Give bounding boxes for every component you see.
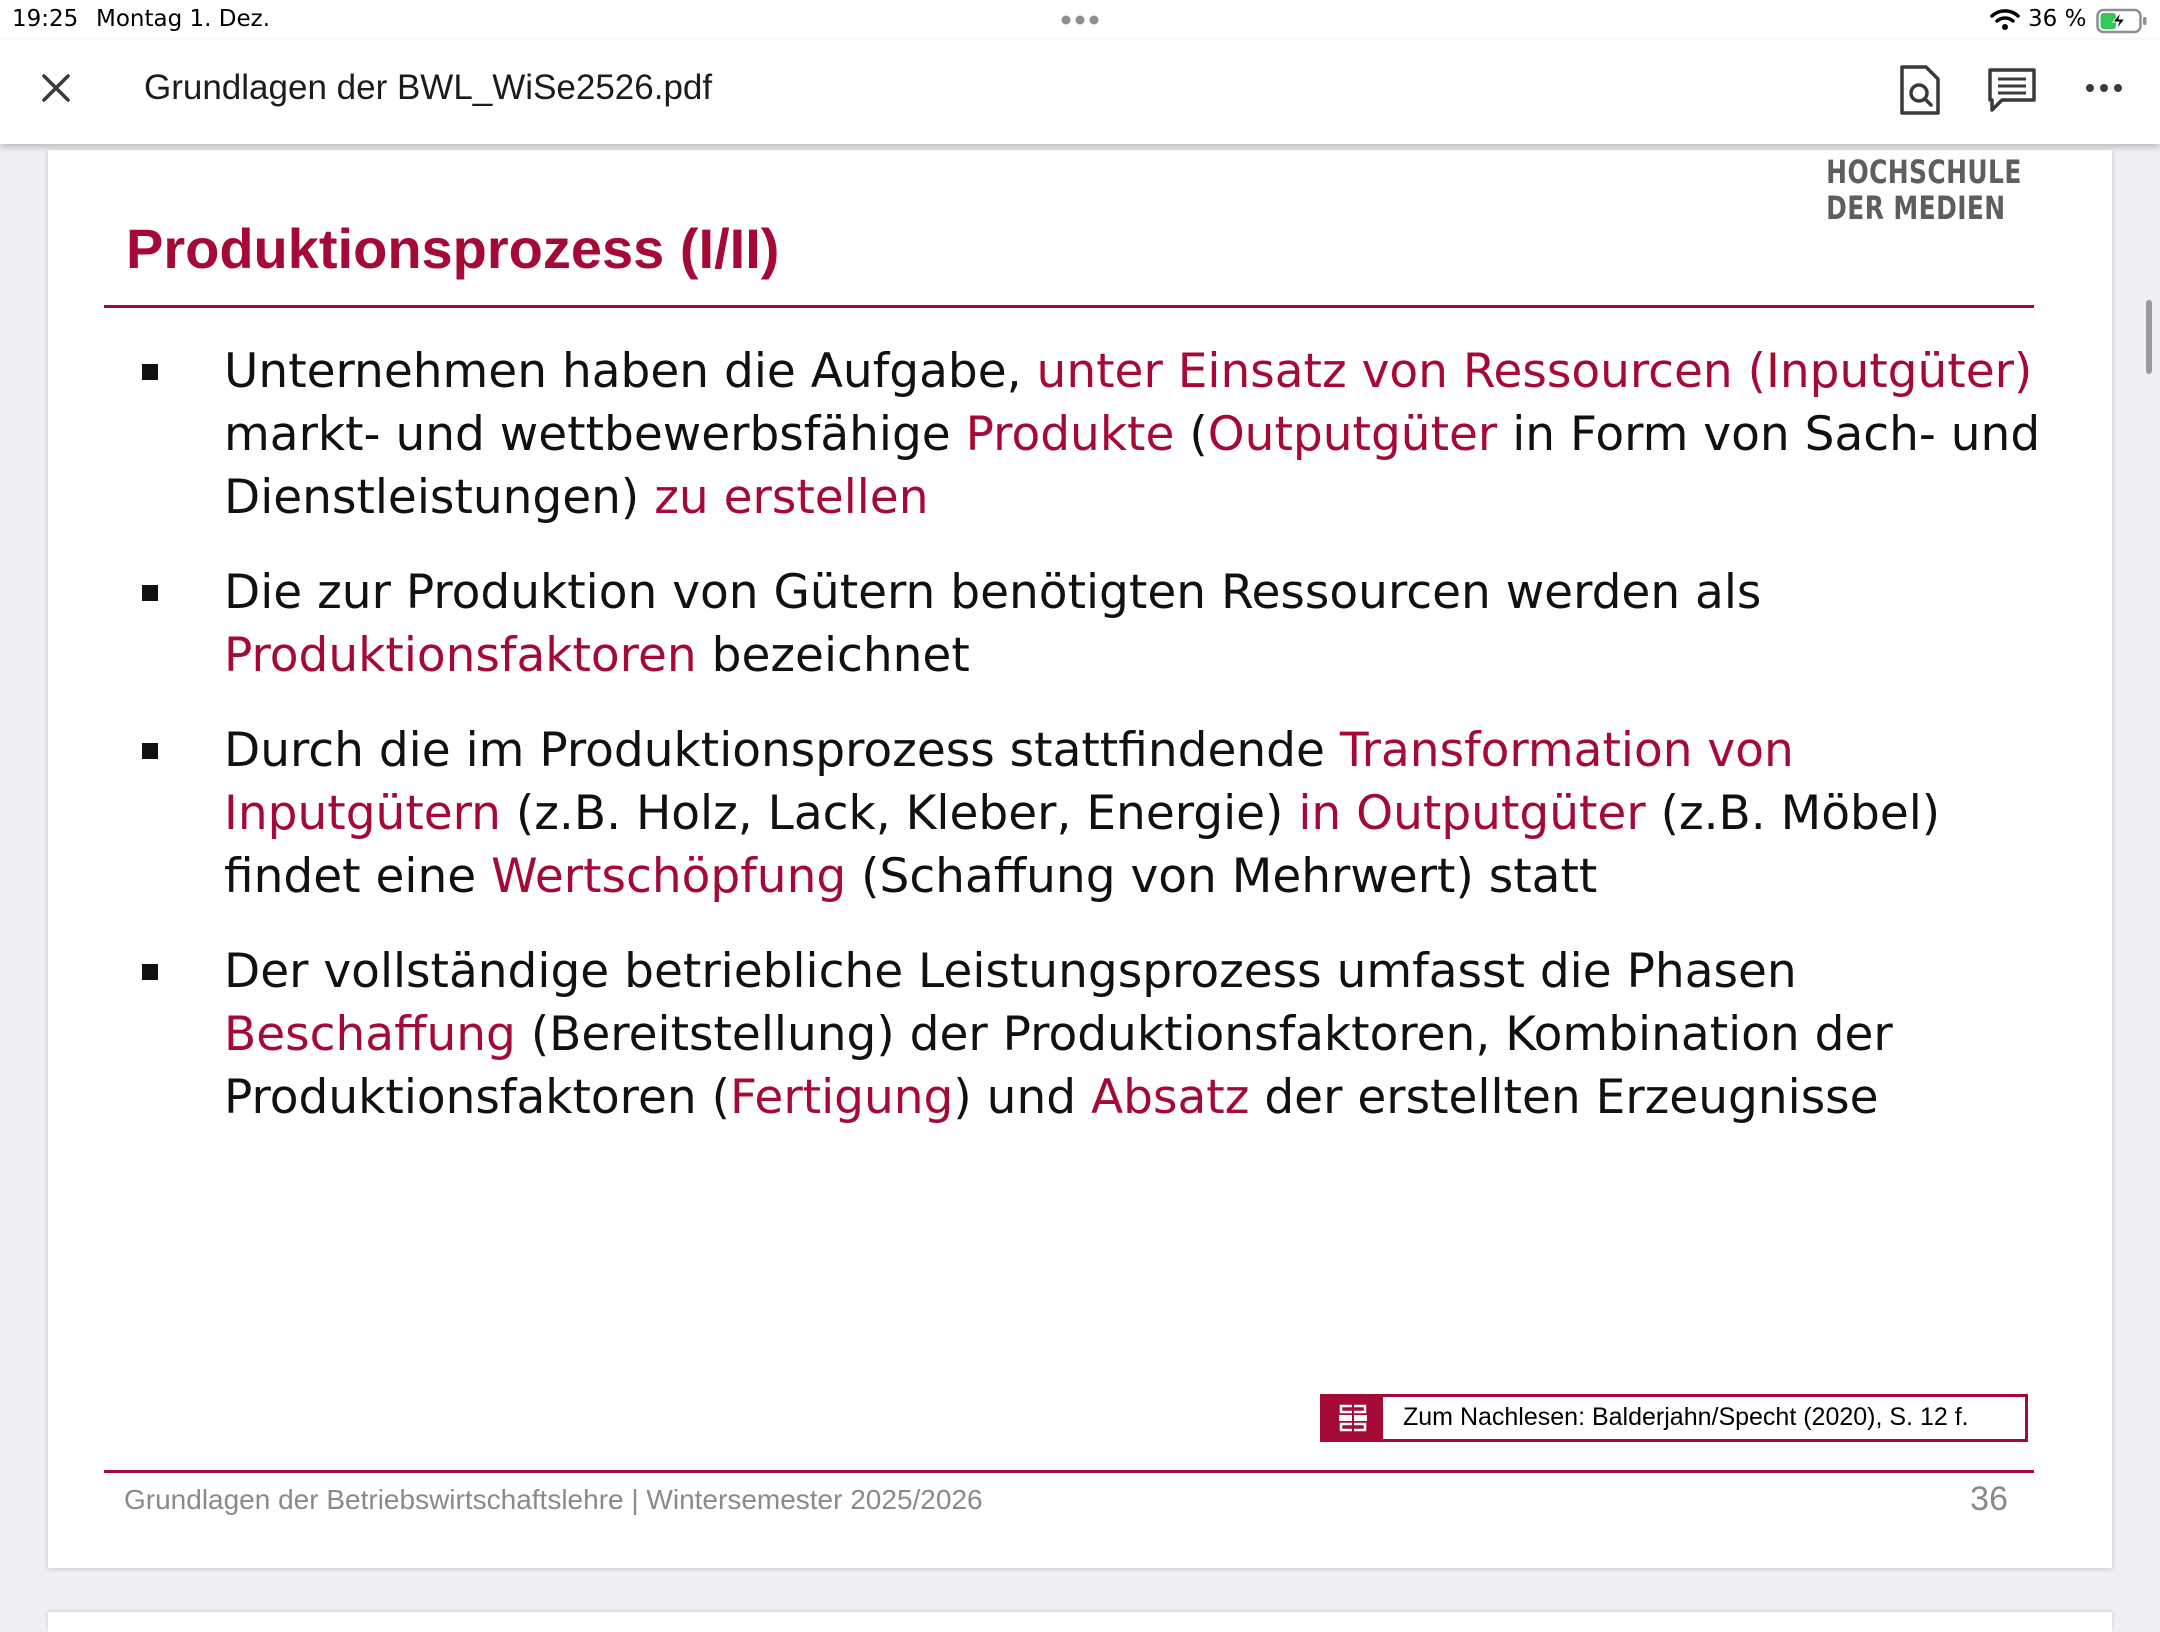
wifi-icon bbox=[1990, 7, 2020, 31]
highlighted-text: Fertigung bbox=[729, 1070, 954, 1125]
highlighted-text: Beschaffung bbox=[224, 1007, 516, 1062]
bullet-list bbox=[128, 340, 2048, 1161]
highlighted-text: zu erstellen bbox=[654, 470, 929, 525]
logo-line-2: DER MEDIEN bbox=[1826, 189, 2006, 227]
bullet-text: ( bbox=[1174, 407, 1208, 462]
status-time: 19:25 bbox=[12, 6, 79, 32]
battery-percent: 36 % bbox=[2028, 6, 2087, 32]
multitasking-dots-icon[interactable] bbox=[1058, 8, 1102, 32]
bullet-line bbox=[224, 624, 2048, 687]
bullet-text: (Schaffung von Mehrwert) statt bbox=[846, 849, 1598, 904]
battery-charging-icon bbox=[2096, 8, 2148, 34]
bullet-line bbox=[224, 466, 2048, 529]
bullet-line bbox=[224, 1003, 2048, 1066]
bullet-text: (z.B. Möbel) bbox=[1645, 786, 1941, 841]
footer-text: Grundlagen der Betriebswirtschaftslehre | Wintersemester 2025/2026 bbox=[124, 1484, 983, 1515]
bullet-text: Unternehmen haben die Aufgabe, bbox=[224, 344, 1037, 399]
highlighted-text: in Outputgüter bbox=[1298, 786, 1646, 841]
bullet-text: der erstellten Erzeugnisse bbox=[1249, 1070, 1879, 1125]
bullet-item bbox=[128, 561, 2048, 687]
status-date: Montag 1. Dez. bbox=[96, 6, 271, 32]
comments-icon[interactable] bbox=[1986, 66, 2038, 114]
bullet-line bbox=[224, 403, 2048, 466]
more-icon[interactable] bbox=[2082, 68, 2126, 108]
document-title: Grundlagen der BWL_WiSe2526.pdf bbox=[144, 68, 713, 107]
logo-line-1: HOCHSCHULE bbox=[1826, 153, 2022, 191]
page-number: 36 bbox=[1970, 1480, 2008, 1518]
highlighted-text: Transformation von bbox=[1339, 723, 1794, 778]
bullet-line bbox=[224, 940, 2048, 1003]
highlighted-text: unter Einsatz von Ressourcen (Inputgüter) bbox=[1036, 344, 2033, 399]
reference-text: Zum Nachlesen: Balderjahn/Specht (2020), S. 12 f. bbox=[1403, 1403, 1969, 1431]
bullet-text: (z.B. Holz, Lack, Kleber, Energie) bbox=[500, 786, 1299, 841]
bullet-line bbox=[224, 782, 2048, 845]
status-bar bbox=[0, 0, 2160, 40]
bullet-text: Produktionsfaktoren ( bbox=[224, 1070, 730, 1125]
highlighted-text: Inputgütern bbox=[224, 786, 501, 841]
scrollbar[interactable] bbox=[2146, 300, 2152, 374]
bullet-item bbox=[128, 340, 2048, 529]
university-logo bbox=[1826, 154, 2022, 226]
bullet-line bbox=[224, 561, 2048, 624]
bullet-text: Dienstleistungen) bbox=[224, 470, 655, 525]
footer-divider bbox=[104, 1470, 2034, 1473]
bullet-line bbox=[224, 1066, 2048, 1129]
highlighted-text: Wertschöpfung bbox=[491, 849, 847, 904]
bullet-text: Durch die im Produktionsprozess stattfindende bbox=[224, 723, 1340, 778]
bullet-text: in Form von Sach- und bbox=[1497, 407, 2041, 462]
bullet-line bbox=[224, 340, 2048, 403]
next-pdf-page bbox=[48, 1612, 2112, 1632]
pdf-page bbox=[48, 150, 2112, 1568]
highlighted-text: Absatz bbox=[1091, 1070, 1250, 1125]
highlighted-text: Produkte bbox=[965, 407, 1175, 462]
bullet-text: bezeichnet bbox=[696, 628, 970, 683]
bullet-item bbox=[128, 719, 2048, 908]
document-search-icon[interactable] bbox=[1896, 64, 1944, 116]
bullet-text: Die zur Produktion von Gütern benötigten Ressourcen werden als bbox=[224, 565, 1762, 620]
bullet-line bbox=[224, 719, 2048, 782]
title-divider bbox=[104, 305, 2034, 308]
bullet-text: findet eine bbox=[224, 849, 492, 904]
pdf-toolbar bbox=[0, 40, 2160, 144]
bullet-text: Der vollständige betriebliche Leistungsprozess umfasst die Phasen bbox=[224, 944, 1797, 999]
reference-box bbox=[1320, 1394, 2028, 1442]
bullet-text: (Bereitstellung) der Produktionsfaktoren, Kombination der bbox=[515, 1007, 1893, 1062]
bullet-item bbox=[128, 940, 2048, 1129]
slide-title: Produktionsprozess (I/II) bbox=[126, 217, 780, 280]
bullet-line bbox=[224, 845, 2048, 908]
highlighted-text: Produktionsfaktoren bbox=[224, 628, 697, 683]
highlighted-text: Outputgüter bbox=[1207, 407, 1498, 462]
bullet-text: ) und bbox=[953, 1070, 1092, 1125]
bullet-text: markt- und wettbewerbsfähige bbox=[224, 407, 966, 462]
close-icon[interactable] bbox=[36, 68, 76, 108]
books-icon bbox=[1323, 1397, 1383, 1439]
